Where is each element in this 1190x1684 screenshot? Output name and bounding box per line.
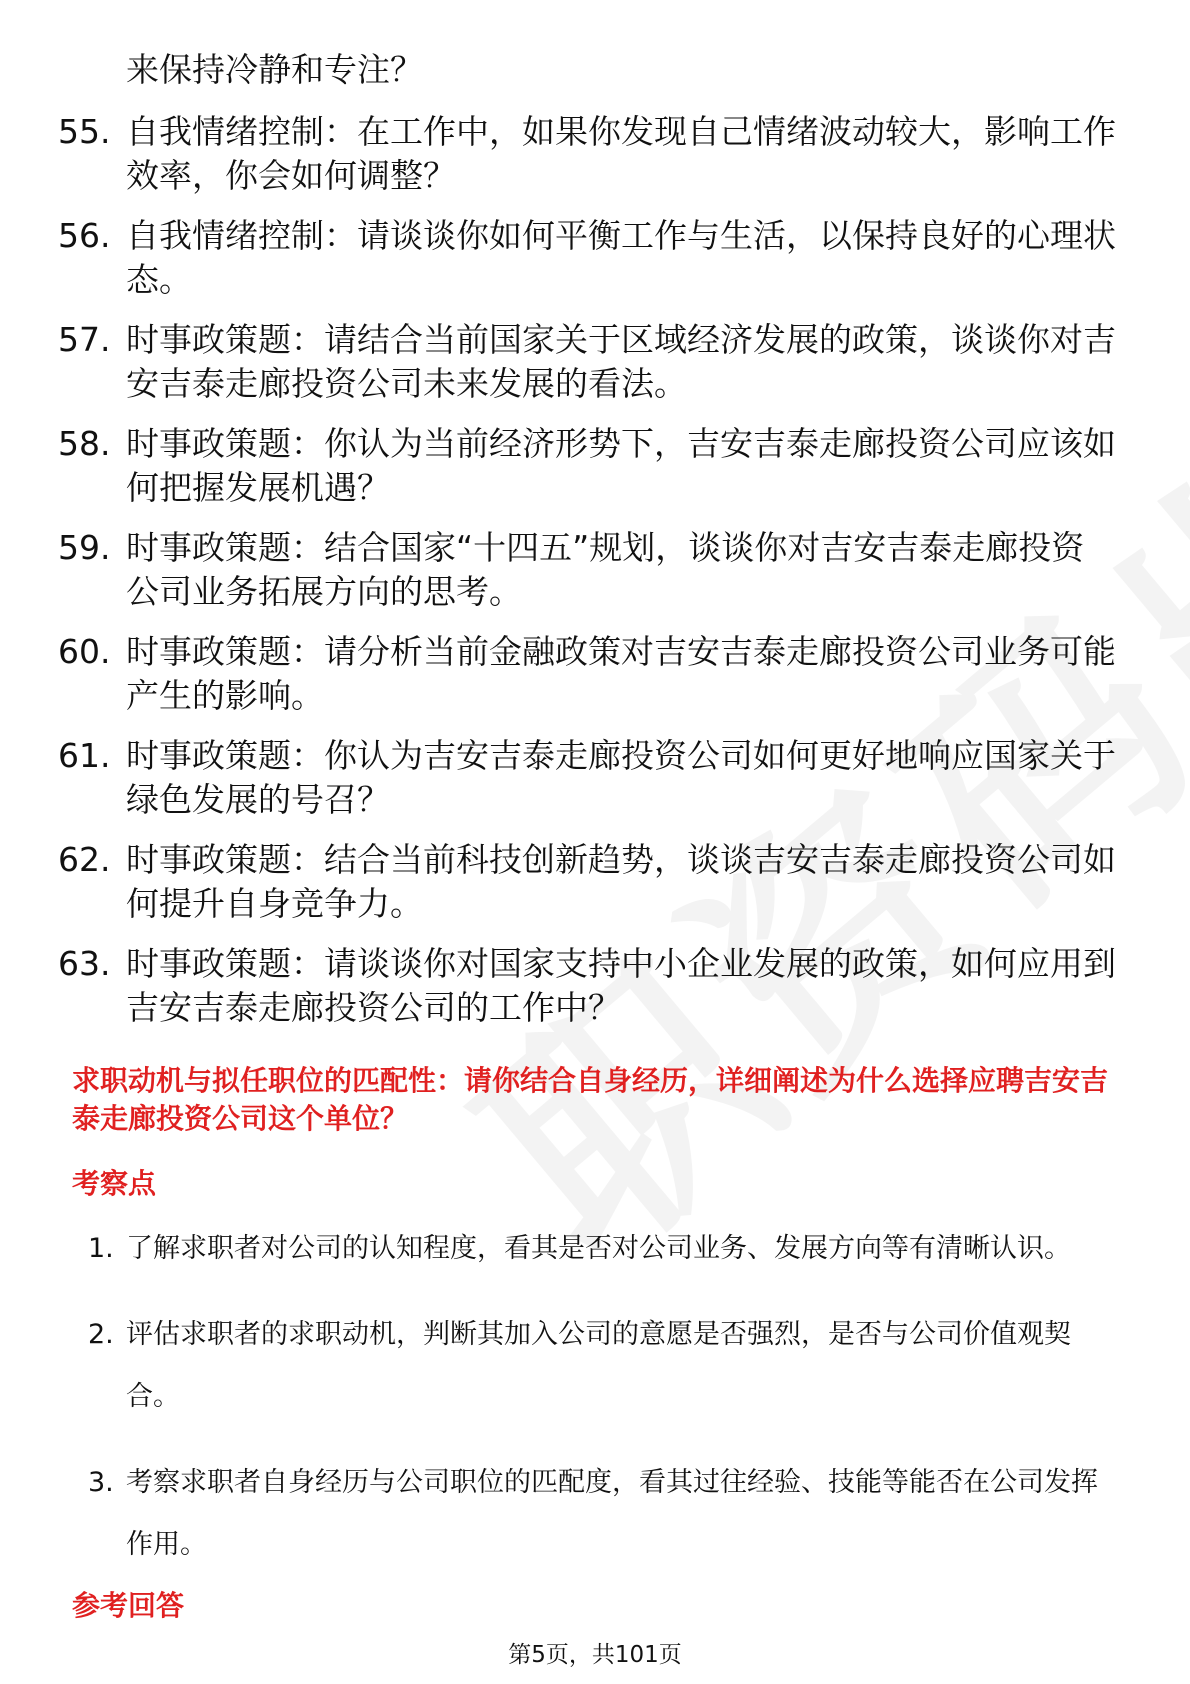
question-item: [0, 734, 1190, 822]
question-text: 时事政策题：结合当前科技创新趋势，谈谈吉安吉泰走廊投资公司如何提升自身竞争力。: [126, 840, 1116, 923]
featured-question: 求职动机与拟任职位的匹配性：请你结合自身经历，详细阐述为什么选择应聘吉安吉泰走廊投资公司这个单位？: [72, 1064, 1109, 1135]
assessment-point: [0, 1304, 1190, 1428]
point-text: 考察求职者自身经历与公司职位的匹配度，看其过往经验、技能等能否在公司发挥作用。: [126, 1467, 1098, 1560]
question-text: 时事政策题：请分析当前金融政策对吉安吉泰走廊投资公司业务可能产生的影响。: [126, 632, 1116, 715]
question-item: [0, 214, 1190, 302]
point-number: 1.: [88, 1233, 114, 1264]
question-number: 62.: [58, 840, 111, 879]
question-number: 57.: [58, 320, 111, 359]
assessment-heading: 考察点: [72, 1167, 157, 1200]
point-number: 2.: [88, 1319, 114, 1350]
question-text: 时事政策题：请谈谈你对国家支持中小企业发展的政策，如何应用到吉安吉泰走廊投资公司的工作中？: [126, 944, 1116, 1027]
question-text: 时事政策题：你认为当前经济形势下，吉安吉泰走廊投资公司应该如何把握发展机遇？: [126, 424, 1116, 507]
question-text: 自我情绪控制：请谈谈你如何平衡工作与生活，以保持良好的心理状态。: [126, 216, 1116, 299]
question-item: [0, 838, 1190, 926]
question-number: 58.: [58, 424, 111, 463]
question-number: 61.: [58, 736, 111, 775]
assessment-point: [0, 1218, 1190, 1280]
question-list: [0, 110, 1190, 1046]
question-item: [0, 110, 1190, 198]
point-text: 了解求职者对公司的认知程度，看其是否对公司业务、发展方向等有清晰认识。: [126, 1233, 1071, 1264]
page-footer: 第5页，共101页: [508, 1642, 682, 1668]
question-text: 时事政策题：结合国家“十四五”规划，谈谈你对吉安吉泰走廊投资公司业务拓展方向的思考。: [126, 528, 1085, 611]
reference-answer-heading: 参考回答: [72, 1589, 185, 1622]
assessment-point: [0, 1452, 1190, 1576]
question-item: [0, 630, 1190, 718]
question-text: 时事政策题：你认为吉安吉泰走廊投资公司如何更好地响应国家关于绿色发展的号召？: [126, 736, 1116, 819]
question-text: 自我情绪控制：在工作中，如果你发现自己情绪波动较大，影响工作效率，你会如何调整？: [126, 112, 1116, 195]
point-number: 3.: [88, 1467, 114, 1498]
question-number: 56.: [58, 216, 111, 255]
question-item: [0, 526, 1190, 614]
question-number: 60.: [58, 632, 111, 671]
question-number: 63.: [58, 944, 111, 983]
question-number: 55.: [58, 112, 111, 151]
question-text: 时事政策题：请结合当前国家关于区域经济发展的政策，谈谈你对吉安吉泰走廊投资公司未来发展的看法。: [126, 320, 1116, 403]
point-text: 评估求职者的求职动机，判断其加入公司的意愿是否强烈，是否与公司价值观契合。: [126, 1319, 1071, 1412]
question-item: [0, 942, 1190, 1030]
assessment-points: [0, 1218, 1190, 1600]
question-continuation: 来保持冷静和专注？: [126, 50, 423, 89]
question-item: [0, 318, 1190, 406]
question-item: [0, 422, 1190, 510]
question-number: 59.: [58, 528, 111, 567]
